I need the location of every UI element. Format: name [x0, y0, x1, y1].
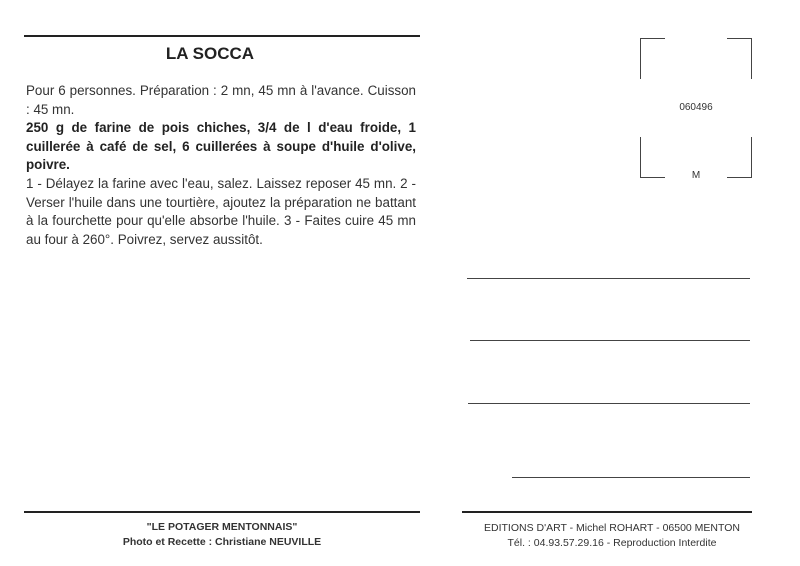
publisher-name: EDITIONS D'ART - Michel ROHART - 06500 MENTON	[483, 522, 740, 534]
recipe-body	[26, 82, 416, 249]
recipe-ingredients: 250 g de farine de pois chiches, 3/4 de l d'eau froide, 1 cuillerée à café de sel, 6 cuillerées à soupe d'huile d'olive, poivre.	[26, 120, 416, 173]
footer-credits	[24, 520, 420, 550]
publisher-info	[462, 521, 762, 551]
collection-name: "LE POTAGER MENTONNAIS"	[146, 521, 298, 533]
recipe-title: LA SOCCA	[165, 44, 255, 63]
photo-credit: Photo et Recette : Christiane NEUVILLE	[122, 536, 322, 548]
stamp-mark: M	[691, 170, 701, 181]
recipe-servings: Pour 6 personnes. Préparation : 2 mn, 45 mn à l'avance. Cuisson : 45 mn.	[26, 83, 416, 117]
stamp-corner-top-left	[640, 38, 665, 79]
recipe-instructions: 1 - Délayez la farine avec l'eau, salez. Laissez reposer 45 mn. 2 - Verser l'huile dans une tourtière, ajoutez la préparation ne battant à la fourchette pour qu'elle absorbe l'huile. 3 - Faites cuire 45 mn au four à 260°. Poivrez, servez aussitôt.	[26, 175, 416, 247]
stamp-corner-top-right	[727, 38, 752, 79]
address-line	[470, 340, 750, 341]
address-line	[468, 403, 750, 404]
footer-rule-left	[24, 511, 420, 513]
address-line	[512, 477, 750, 478]
stamp-code: 060496	[679, 102, 713, 113]
footer-rule-right	[462, 511, 752, 513]
top-rule	[24, 35, 420, 37]
publisher-contact: Tél. : 04.93.57.29.16 - Reproduction Interdite	[507, 537, 717, 549]
address-line	[467, 278, 750, 279]
